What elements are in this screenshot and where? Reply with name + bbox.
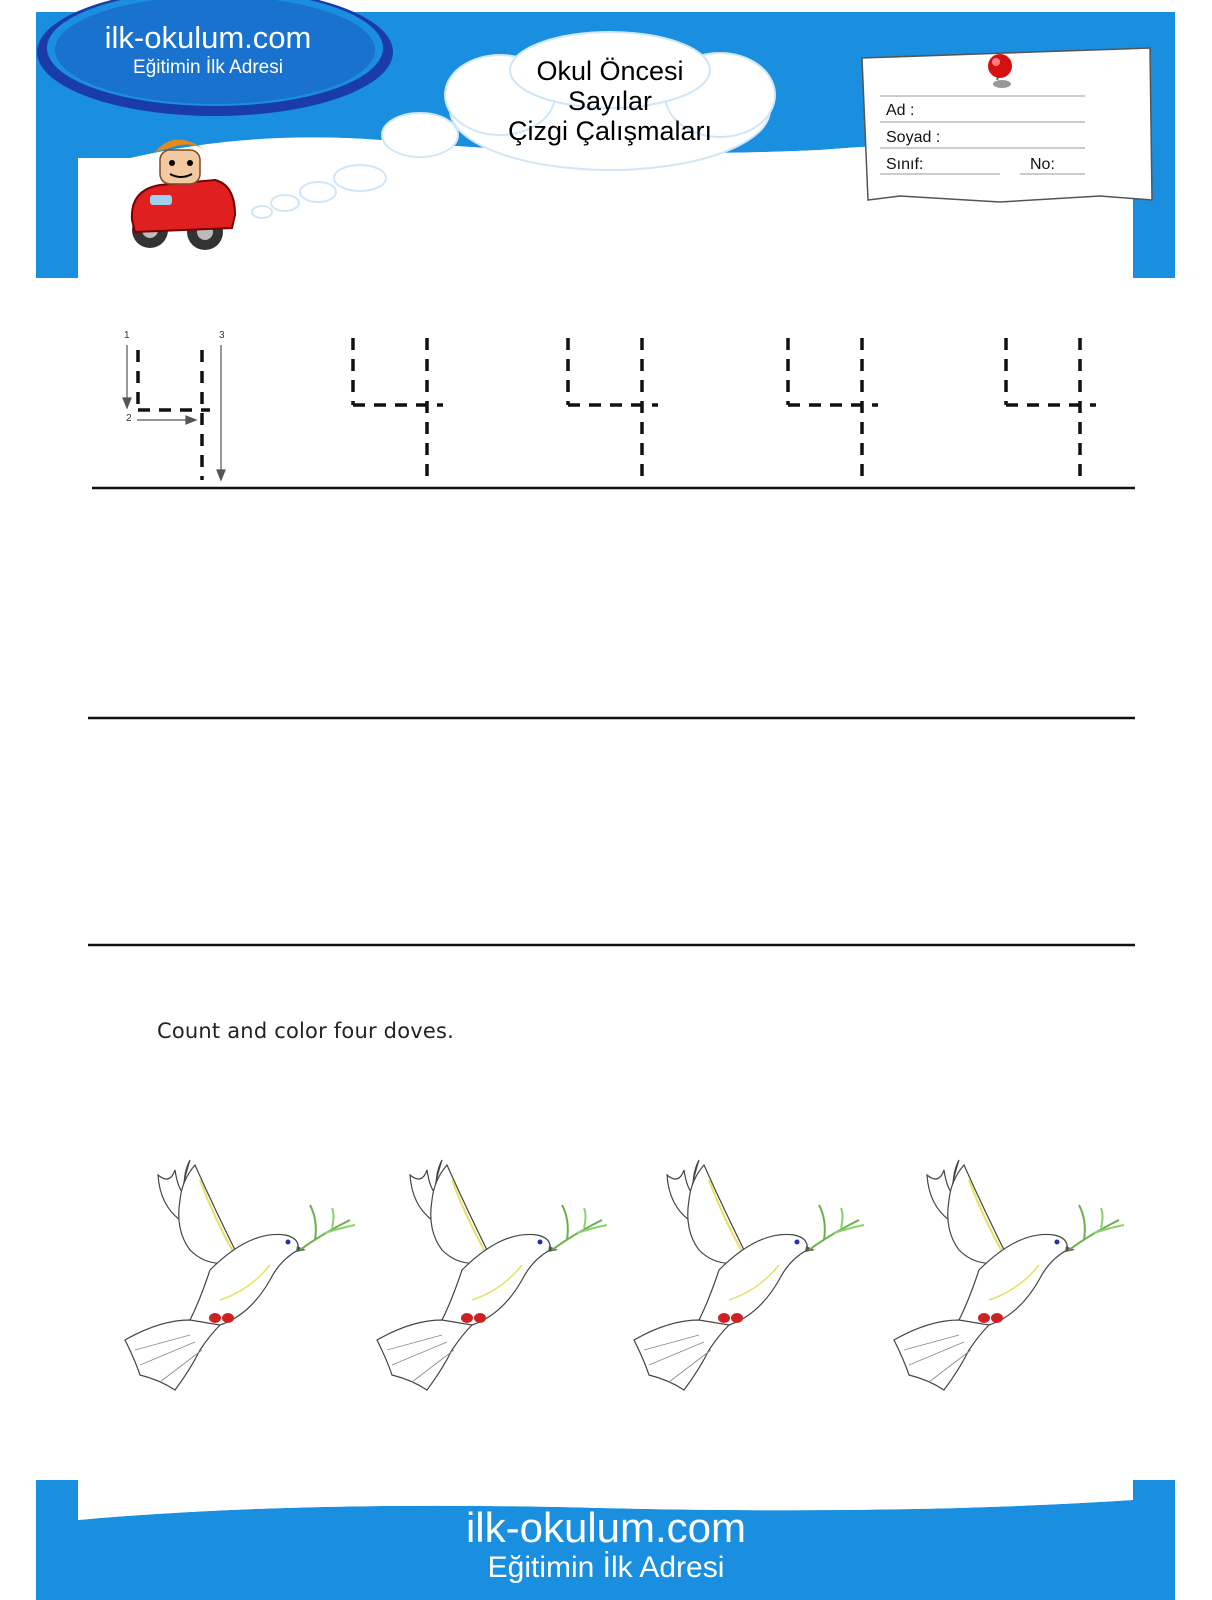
dove-illustration-3 — [629, 1150, 869, 1400]
site-name: ilk-okulum.com — [104, 20, 312, 55]
site-slogan: Eğitimin İlk Adresi — [133, 57, 283, 78]
step-number-1: 1 — [124, 330, 130, 341]
worksheet-title — [470, 56, 750, 146]
guide-digit-four — [138, 350, 210, 480]
tracing-area — [0, 300, 1212, 960]
practice-digit-four-2 — [568, 338, 658, 485]
dove-illustration-4 — [889, 1150, 1129, 1400]
footer-site-slogan: Eğitimin İlk Adresi — [487, 1551, 725, 1584]
practice-digit-four-3 — [788, 338, 878, 485]
footer-site-name: ilk-okulum.com — [465, 1504, 747, 1551]
dove-illustration-1 — [120, 1150, 360, 1400]
practice-digit-four-1 — [353, 338, 443, 485]
title-line-1: Okul Öncesi — [536, 56, 684, 86]
instruction-text: Count and color four doves. — [157, 1019, 455, 1043]
title-line-2: Sayılar — [567, 86, 653, 116]
sinif-label: Sınıf: — [886, 156, 924, 173]
practice-digit-four-4 — [1006, 338, 1096, 485]
ad-label: Ad : — [886, 102, 915, 119]
step-number-2: 2 — [126, 413, 132, 424]
stroke-order-arrows — [123, 345, 225, 480]
no-label: No: — [1030, 156, 1055, 173]
step-number-3: 3 — [219, 330, 225, 341]
dove-illustration-2 — [372, 1150, 612, 1400]
soyad-label: Soyad : — [886, 129, 941, 146]
title-line-3: Çizgi Çalışmaları — [507, 116, 713, 146]
